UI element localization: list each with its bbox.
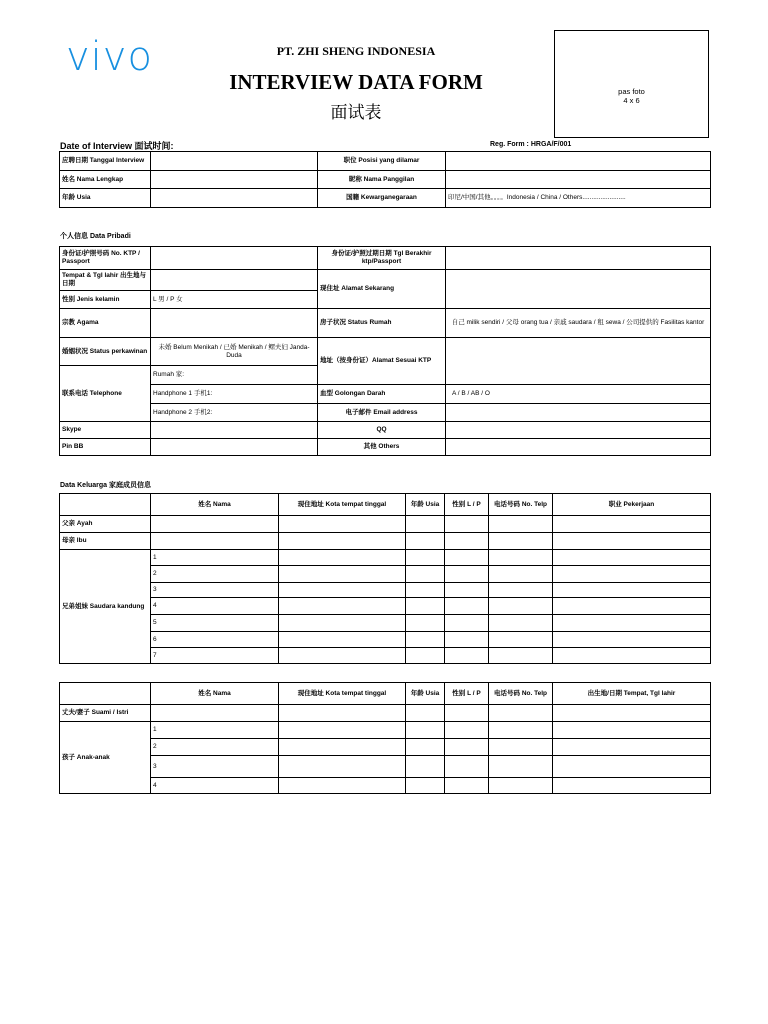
photo-label: pas foto	[618, 87, 645, 96]
father-sex[interactable]	[445, 516, 489, 533]
spouse-city[interactable]	[279, 705, 406, 722]
sibling-city[interactable]	[279, 615, 406, 632]
mother-age[interactable]	[406, 533, 445, 550]
family-header-sex: 性别 L / P	[445, 494, 489, 516]
sibling-number[interactable]: 4	[151, 598, 279, 615]
sibling-job[interactable]	[553, 632, 711, 648]
id-number-field[interactable]	[151, 247, 318, 270]
spouse-header-name: 姓名 Nama	[151, 683, 279, 705]
sibling-phone[interactable]	[489, 550, 553, 566]
child-age[interactable]	[406, 739, 445, 756]
child-number[interactable]: 1	[151, 722, 279, 739]
current-address-field[interactable]	[446, 270, 711, 309]
family-header-blank	[60, 494, 151, 516]
sibling-city[interactable]	[279, 550, 406, 566]
sibling-phone[interactable]	[489, 632, 553, 648]
spouse-label: 丈夫/妻子 Suami / Istri	[60, 705, 151, 722]
sibling-sex[interactable]	[445, 550, 489, 566]
sibling-sex[interactable]	[445, 583, 489, 598]
sibling-sex[interactable]	[445, 598, 489, 615]
sibling-phone[interactable]	[489, 648, 553, 664]
family-section-title: Data Keluarga 家庭成员信息	[60, 482, 152, 489]
mother-phone[interactable]	[489, 533, 553, 550]
blood-type-label: 血型 Golongan Darah	[318, 385, 446, 404]
family-header-name: 姓名 Nama	[151, 494, 279, 516]
marital-options[interactable]: 未婚 Belum Menikah / 已婚 Menikah / 鳏夫妇 Janda-Duda	[151, 338, 318, 366]
child-birth[interactable]	[553, 739, 711, 756]
email-label: 电子邮件 Email address	[318, 404, 446, 422]
id-expiry-field[interactable]	[446, 247, 711, 270]
email-field[interactable]	[446, 404, 711, 422]
others-field[interactable]	[446, 439, 711, 456]
sibling-city[interactable]	[279, 648, 406, 664]
sibling-job[interactable]	[553, 550, 711, 566]
age-label: 年龄 Usia	[60, 189, 151, 208]
home-phone-field[interactable]: Rumah 家:	[151, 366, 318, 385]
sibling-number[interactable]: 1	[151, 550, 279, 566]
family-header-job: 职业 Pekerjaan	[553, 494, 711, 516]
skype-label: Skype	[60, 422, 151, 439]
child-sex[interactable]	[445, 778, 489, 794]
personal-table	[59, 246, 711, 456]
company-name: PT. ZHI SHENG INDONESIA	[276, 44, 436, 58]
sibling-age[interactable]	[406, 648, 445, 664]
house-status-options[interactable]: 自己 milik sendiri / 父母 orang tua / 亲戚 saudara / 租 sewa / 公司提供的 Fasilitas kantor	[446, 309, 711, 338]
child-phone[interactable]	[489, 778, 553, 794]
child-birth[interactable]	[553, 722, 711, 739]
sibling-phone[interactable]	[489, 583, 553, 598]
religion-label: 宗教 Agama	[60, 309, 151, 338]
sibling-phone[interactable]	[489, 598, 553, 615]
ktp-address-label: 地址（按身份证）Alamat Sesuai KTP	[318, 338, 446, 385]
vivo-logo: vivo	[66, 34, 153, 80]
child-age[interactable]	[406, 756, 445, 778]
qq-label: QQ	[318, 422, 446, 439]
spouse-header-city: 现住地址 Kota tempat tinggal	[279, 683, 406, 705]
siblings-label: 兄弟姐妹 Saudara kandung	[60, 550, 151, 664]
sibling-phone[interactable]	[489, 615, 553, 632]
child-sex[interactable]	[445, 739, 489, 756]
sibling-age[interactable]	[406, 632, 445, 648]
interview-date-cell: 应聘日期 Tanggal Interview	[60, 152, 151, 171]
child-number[interactable]: 3	[151, 756, 279, 778]
family-header-city: 现住地址 Kota tempat tinggal	[279, 494, 406, 516]
position-label: 职位 Posisi yang dilamar	[318, 152, 446, 171]
mother-label: 母亲 Ibu	[60, 533, 151, 550]
family-table	[59, 493, 711, 664]
full-name-field[interactable]	[151, 171, 318, 189]
age-field[interactable]	[151, 189, 318, 208]
mother-name[interactable]	[151, 533, 279, 550]
sibling-age[interactable]	[406, 566, 445, 583]
position-field[interactable]	[446, 152, 711, 171]
child-city[interactable]	[279, 722, 406, 739]
sibling-sex[interactable]	[445, 632, 489, 648]
interview-date-label: Date of Interview 面试时间:	[60, 141, 174, 151]
nickname-field[interactable]	[446, 171, 711, 189]
sibling-sex[interactable]	[445, 615, 489, 632]
child-city[interactable]	[279, 756, 406, 778]
sibling-sex[interactable]	[445, 566, 489, 583]
father-phone[interactable]	[489, 516, 553, 533]
child-birth[interactable]	[553, 756, 711, 778]
spouse-phone[interactable]	[489, 705, 553, 722]
sibling-number[interactable]: 2	[151, 566, 279, 583]
child-number[interactable]: 4	[151, 778, 279, 794]
marital-label: 婚姻状况 Status perkawinan	[60, 338, 151, 366]
reg-form-code: Reg. Form : HRGA/F/001	[490, 141, 572, 148]
pinbb-field[interactable]	[151, 439, 318, 456]
sibling-phone[interactable]	[489, 566, 553, 583]
gender-label: 性别 Jenis kelamin	[60, 291, 151, 309]
handphone2-field[interactable]: Handphone 2 手机2:	[151, 404, 318, 422]
child-city[interactable]	[279, 739, 406, 756]
id-expiry-label: 身份证/护照过期日期 Tgl Berakhir ktp/Passport	[318, 247, 446, 270]
sibling-job[interactable]	[553, 648, 711, 664]
mother-city[interactable]	[279, 533, 406, 550]
sibling-sex[interactable]	[445, 648, 489, 664]
child-phone[interactable]	[489, 739, 553, 756]
ktp-address-field[interactable]	[446, 338, 711, 385]
sibling-number[interactable]: 3	[151, 583, 279, 598]
sibling-age[interactable]	[406, 550, 445, 566]
birth-field[interactable]	[151, 270, 318, 291]
blood-type-options[interactable]: A / B / AB / O	[446, 385, 711, 404]
spouse-header-birth: 出生地/日期 Tempat, Tgl lahir	[553, 683, 711, 705]
nationality-label: 国籍 Kewarganegaraan	[318, 189, 446, 208]
child-city[interactable]	[279, 778, 406, 794]
sibling-age[interactable]	[406, 583, 445, 598]
child-birth[interactable]	[553, 778, 711, 794]
family-header-age: 年龄 Usia	[406, 494, 445, 516]
gender-options[interactable]: L 男 / P 女	[151, 291, 318, 309]
skype-field[interactable]	[151, 422, 318, 439]
birth-label: Tempat & Tgl lahir 出生地与日期	[60, 270, 151, 291]
child-phone[interactable]	[489, 722, 553, 739]
sibling-city[interactable]	[279, 566, 406, 583]
others-label: 其他 Others	[318, 439, 446, 456]
handphone1-field[interactable]: Handphone 1 手机1:	[151, 385, 318, 404]
spouse-birth[interactable]	[553, 705, 711, 722]
photo-size: 4 x 6	[623, 96, 640, 105]
mother-sex[interactable]	[445, 533, 489, 550]
sibling-job[interactable]	[553, 583, 711, 598]
father-label: 父亲 Ayah	[60, 516, 151, 533]
applicant-table	[59, 151, 711, 208]
form-title: INTERVIEW DATA FORM	[229, 70, 483, 94]
sibling-age[interactable]	[406, 615, 445, 632]
interview-date-field[interactable]	[151, 152, 318, 171]
telephone-label: 联系电话 Telephone	[60, 366, 151, 422]
sibling-number[interactable]: 6	[151, 632, 279, 648]
form-title-cn: 面试表	[330, 103, 382, 122]
nickname-label: 昵称 Nama Panggilan	[318, 171, 446, 189]
spouse-header-blank	[60, 683, 151, 705]
spouse-header-sex: 性别 L / P	[445, 683, 489, 705]
children-label: 孩子 Anak-anak	[60, 722, 151, 794]
spouse-sex[interactable]	[445, 705, 489, 722]
religion-field[interactable]	[151, 309, 318, 338]
child-age[interactable]	[406, 778, 445, 794]
personal-section-title: 个人信息 Data Pribadi	[60, 233, 131, 240]
child-sex[interactable]	[445, 756, 489, 778]
sibling-job[interactable]	[553, 615, 711, 632]
photo-box	[554, 30, 709, 138]
father-age[interactable]	[406, 516, 445, 533]
current-address-label: 现住址 Alamat Sekarang	[318, 270, 446, 309]
spouse-header-age: 年龄 Usia	[406, 683, 445, 705]
house-status-label: 房子状况 Status Rumah	[318, 309, 446, 338]
mother-job[interactable]	[553, 533, 711, 550]
sibling-job[interactable]	[553, 598, 711, 615]
sibling-number[interactable]: 7	[151, 648, 279, 664]
family-header-phone: 电话号码 No. Telp	[489, 494, 553, 516]
child-age[interactable]	[406, 722, 445, 739]
father-job[interactable]	[553, 516, 711, 533]
id-number-label: 身份证/护照号码 No. KTP / Passport	[60, 247, 151, 270]
nationality-options[interactable]: 印尼/中国/其他。。。。Indonesia / China / Others........................	[446, 189, 711, 208]
sibling-age[interactable]	[406, 598, 445, 615]
pinbb-label: Pin BB	[60, 439, 151, 456]
spouse-age[interactable]	[406, 705, 445, 722]
sibling-number[interactable]: 5	[151, 615, 279, 632]
child-number[interactable]: 2	[151, 739, 279, 756]
sibling-job[interactable]	[553, 566, 711, 583]
child-phone[interactable]	[489, 756, 553, 778]
spouse-name[interactable]	[151, 705, 279, 722]
spouse-header-phone: 电话号码 No. Telp	[489, 683, 553, 705]
spouse-children-table	[59, 682, 711, 794]
father-name[interactable]	[151, 516, 279, 533]
child-sex[interactable]	[445, 722, 489, 739]
sibling-city[interactable]	[279, 598, 406, 615]
sibling-city[interactable]	[279, 632, 406, 648]
qq-field[interactable]	[446, 422, 711, 439]
full-name-label: 姓名 Nama Lengkap	[60, 171, 151, 189]
father-city[interactable]	[279, 516, 406, 533]
sibling-city[interactable]	[279, 583, 406, 598]
